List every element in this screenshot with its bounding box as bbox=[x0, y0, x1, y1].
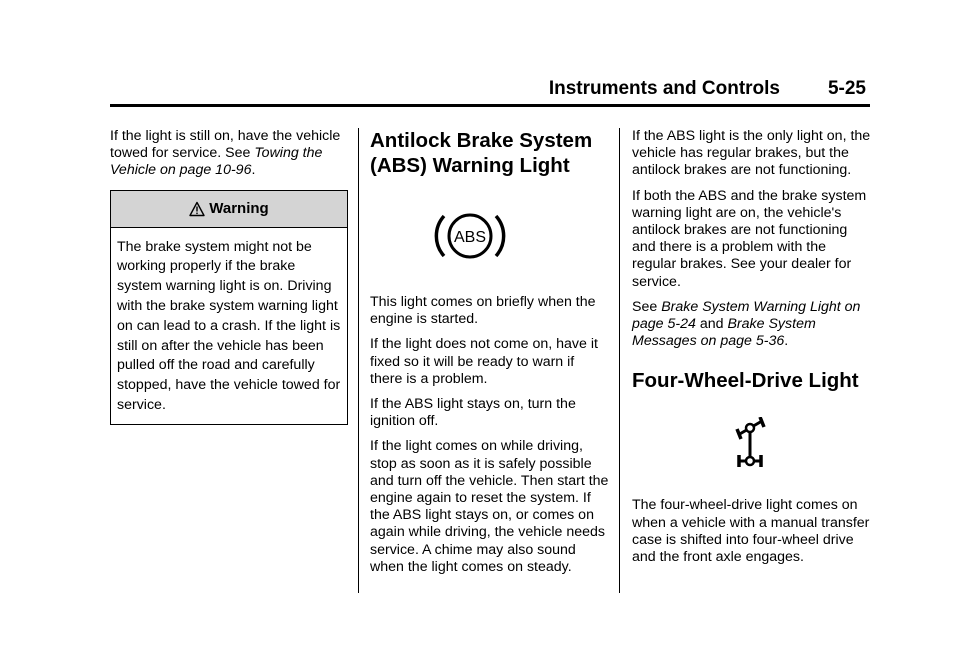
page-header bbox=[112, 78, 870, 102]
warning-triangle-icon bbox=[189, 201, 205, 217]
abs-icon-label: ABS bbox=[453, 229, 487, 246]
column-divider bbox=[358, 128, 359, 593]
towing-reference-link[interactable]: Towing the Vehicle on page 10-96 bbox=[110, 145, 323, 179]
abs-warning-icon bbox=[430, 208, 510, 264]
column-right bbox=[632, 128, 872, 574]
abs-paragraph: If the light does not come on, have it fixed so it will be ready to warn if there is a problem. bbox=[370, 336, 598, 387]
see-also-paragraph: See Brake System Warning Light on page 5-24 and Brake System Messages on page 5-36. bbox=[632, 298, 861, 350]
abs-only-paragraph: If the ABS light is the only light on, the vehicle has regular brakes, but the antilock brakes are not functioning. bbox=[632, 128, 871, 179]
abs-heading: Antilock Brake System (ABS) Warning Light bbox=[370, 129, 593, 177]
four-wheel-drive-icon bbox=[732, 417, 772, 471]
four-wheel-drive-paragraph: The four-wheel-drive light comes on when a vehicle with a manual transfer case is shifted into four-wheel drive and the front axle engages. bbox=[632, 497, 870, 566]
brake-messages-reference-link[interactable]: Brake System Messages on page 5-36 bbox=[632, 316, 816, 350]
abs-paragraph: If the light comes on while driving, stop as soon as it is safely possible and turn off the vehicle. Then start the engine again to reset the system. If the ABS light stays on, or comes on again while driving, the vehicle needs service. A chime may also sound when the light comes on steady. bbox=[370, 438, 609, 575]
section-title: Instruments and Controls bbox=[548, 78, 780, 99]
brake-warning-reference-link[interactable]: Brake System Warning Light on page 5-24 bbox=[632, 298, 861, 333]
intro-paragraph: If the light is still on, have the vehicle towed for service. See Towing the Vehicle on page 10-96. bbox=[110, 128, 341, 179]
warning-header bbox=[111, 191, 347, 228]
column-divider bbox=[619, 128, 620, 593]
four-wheel-drive-heading: Four-Wheel-Drive Light bbox=[632, 369, 859, 393]
header-rule bbox=[110, 104, 870, 107]
warning-title: Warning bbox=[209, 200, 269, 217]
column-left bbox=[110, 128, 348, 425]
warning-body: The brake system might not be working properly if the brake system warning light is on. Driving with the brake system warning light on can lead to a crash. If the light is still on after the vehicle has been pulled off the road and carefully stopped, have the vehicle towed for service. bbox=[117, 238, 341, 413]
abs-paragraph: If the ABS light stays on, turn the ignition off. bbox=[370, 396, 576, 430]
page-number: 5-25 bbox=[827, 78, 866, 99]
abs-and-brake-paragraph: If both the ABS and the brake system warning light are on, the vehicle's antilock brakes are not functioning and there is a problem with the regular brakes. See your dealer for service. bbox=[632, 187, 867, 290]
column-middle bbox=[370, 128, 610, 584]
warning-box bbox=[110, 190, 348, 425]
abs-paragraph: This light comes on briefly when the engine is started. bbox=[370, 294, 596, 328]
